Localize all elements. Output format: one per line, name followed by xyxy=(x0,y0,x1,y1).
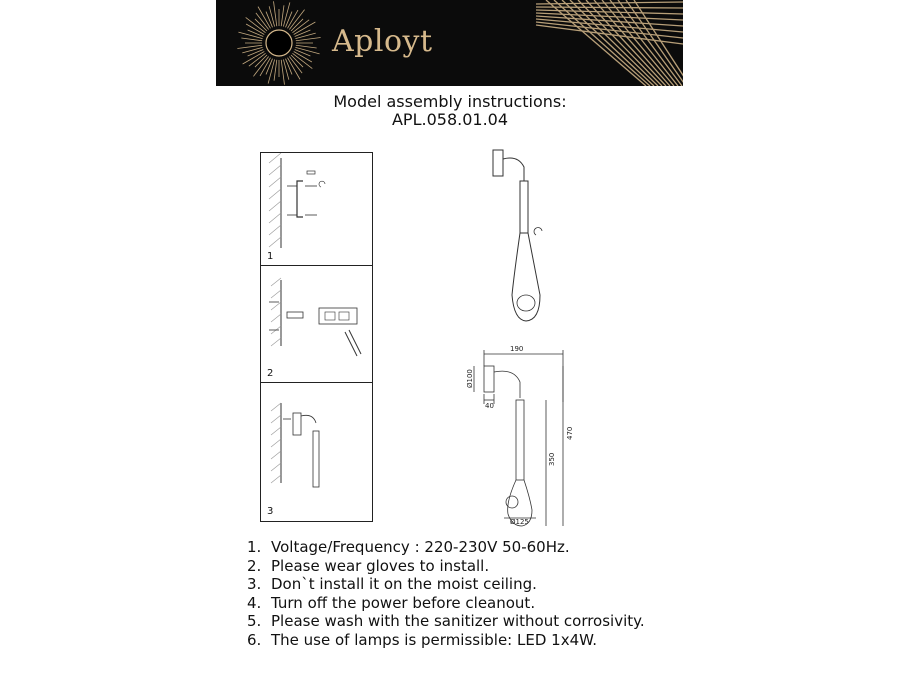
step-3-illustration xyxy=(261,383,372,521)
step-panel-1 xyxy=(260,152,373,267)
dim-shade-height: 350 xyxy=(548,452,556,466)
list-item: 4. Turn off the power before cleanout. xyxy=(247,593,536,612)
step-1-illustration xyxy=(261,153,372,266)
dim-backplate-diameter: Ø100 xyxy=(466,369,474,388)
list-item: 5. Please wash with the sanitizer without corrosivity. xyxy=(247,612,645,630)
dimension-drawing xyxy=(466,342,586,532)
step-panel-3 xyxy=(260,382,373,522)
brand-name: Aployt xyxy=(332,24,433,59)
dim-backplate-depth: 40 xyxy=(485,402,494,410)
sunburst-logo-graphic xyxy=(216,0,683,86)
step-panel-2 xyxy=(260,265,373,384)
page-title: Model assembly instructions: xyxy=(333,92,567,111)
model-number: APL.058.01.04 xyxy=(391,110,509,129)
dim-shade-diameter: Ø125 xyxy=(510,518,529,526)
step-2-illustration xyxy=(261,266,372,383)
safety-notes-list xyxy=(247,538,645,649)
step-number: 1 xyxy=(267,251,274,262)
list-item: 6. The use of lamps is permissible: LED 1x4W. xyxy=(247,630,598,649)
step-number: 3 xyxy=(267,506,274,517)
brand-banner xyxy=(216,0,683,86)
step-number: 2 xyxy=(267,368,274,379)
list-item: 1. Voltage/Frequency : 220-230V 50-60Hz. xyxy=(247,538,570,556)
list-item: 3. Don`t install it on the moist ceiling. xyxy=(247,575,537,593)
list-item: 2. Please wear gloves to install. xyxy=(247,556,490,575)
dim-width: 190 xyxy=(510,345,524,353)
dim-total-height: 470 xyxy=(566,426,574,440)
lamp-product-drawing xyxy=(480,145,570,325)
